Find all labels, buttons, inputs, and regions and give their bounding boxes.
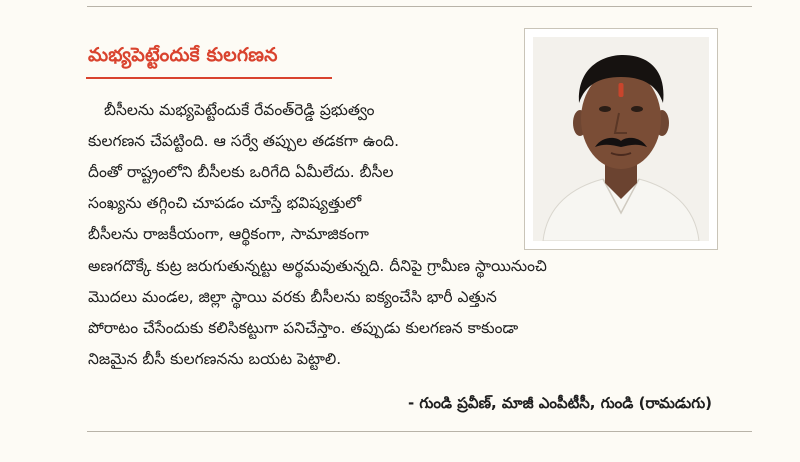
bottom-divider bbox=[87, 431, 752, 432]
paragraph-line: నిజమైన బీసీ కులగణనను బయట పెట్టాలి. bbox=[88, 350, 342, 368]
paragraph-line: దీంతో రాష్ట్రంలోని బీసీలకు ఒరిగేది ఏమీలేదు. బీసీల bbox=[88, 163, 394, 181]
paragraph-line: పోరాటం చేసేందుకు కలిసికట్టుగా పనిచేస్తాం. తప్పుడు కులగణన కాకుండా bbox=[88, 319, 519, 337]
paragraph-line: సంఖ్యను తగ్గించి చూపడం చూస్తే భవిష్యత్తులో bbox=[88, 194, 362, 212]
paragraph-line: అణగదొక్కే కుట్ర జరుగుతున్నట్టు అర్థమవుతున్నది. దీనిపై గ్రామీణ స్థాయినుంచి bbox=[88, 257, 547, 275]
author-photo-frame bbox=[524, 28, 718, 250]
portrait-illustration bbox=[533, 37, 709, 241]
author-photo bbox=[533, 37, 709, 241]
paragraph-line: కులగణన చేపట్టింది. ఆ సర్వే తప్పుల తడకగా ఉంది. bbox=[88, 132, 400, 150]
paragraph-line: మొదలు మండల, జిల్లా స్థాయి వరకు బీసీలను ఐక్యంచేసి భారీ ఎత్తున bbox=[88, 288, 497, 306]
article-headline: మభ్యపెట్టేందుకే కులగణన bbox=[88, 44, 278, 66]
paragraph-line: బీసీలను రాజకీయంగా, ఆర్థికంగా, సామాజికంగా bbox=[88, 225, 369, 243]
author-byline: - గుండి ప్రవీణ్‌, మాజీ ఎంపీటీసీ, గుండి (రామడుగు) bbox=[407, 394, 712, 412]
top-divider bbox=[87, 6, 752, 7]
paragraph-line: బీసీలను మభ్యపెట్టేందుకే రేవంత్‌రెడ్డి ప్రభుత్వం bbox=[104, 101, 375, 119]
headline-underline bbox=[86, 77, 332, 79]
